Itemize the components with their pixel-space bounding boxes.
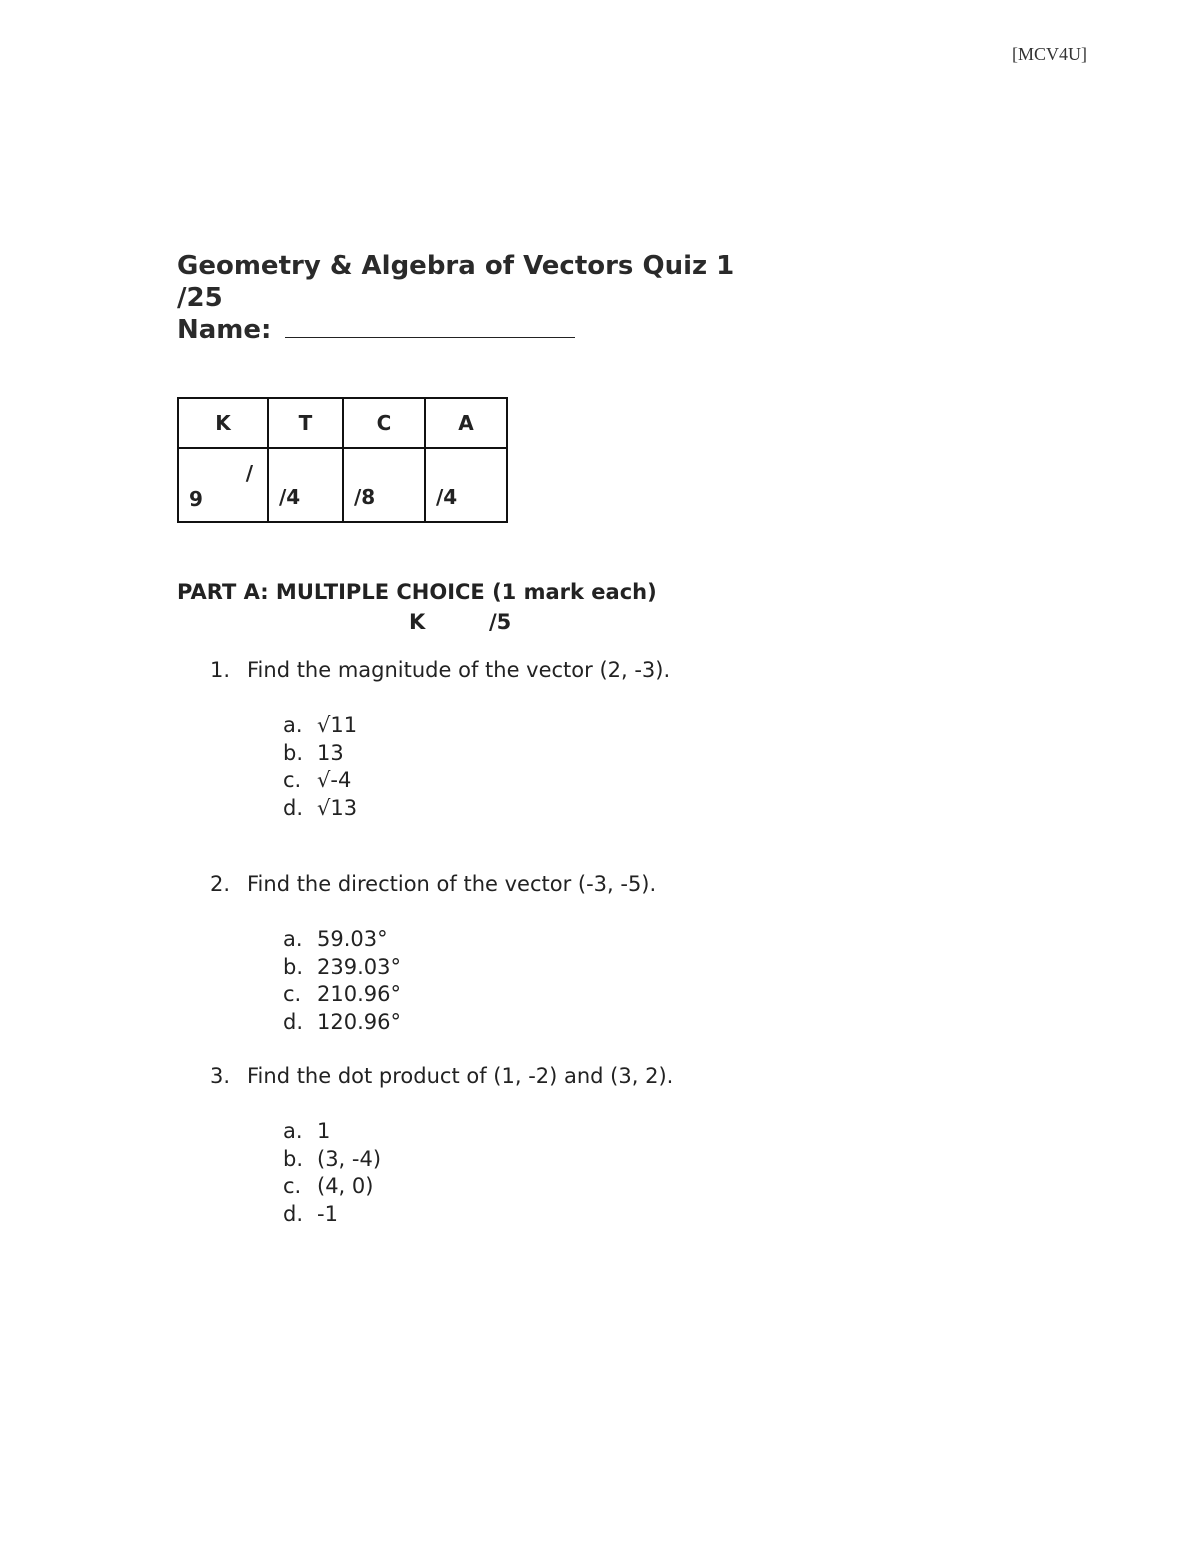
choice-letter: c. — [283, 982, 302, 1006]
choice-letter: a. — [283, 713, 303, 737]
choice-letter: c. — [283, 768, 302, 792]
question-1-choices — [283, 712, 357, 822]
course-code: [MCV4U] — [1012, 44, 1087, 64]
part-a-category: K — [409, 610, 426, 634]
score-value-a-max: /4 — [436, 485, 458, 509]
name-label: Name: — [177, 315, 272, 345]
choice-letter: a. — [283, 1119, 303, 1143]
score-value-a — [425, 448, 507, 522]
question-2 — [210, 872, 656, 896]
part-a-max: /5 — [489, 610, 512, 634]
choice-3a[interactable] — [283, 1118, 381, 1146]
choice-letter: d. — [283, 1009, 304, 1034]
choice-text: 13 — [317, 740, 344, 765]
score-value-t — [268, 448, 343, 522]
quiz-title: Geometry & Algebra of Vectors Quiz 1 — [177, 251, 735, 281]
choice-2d[interactable] — [283, 1009, 401, 1037]
choice-letter: d. — [283, 795, 304, 820]
choice-text: (3, -4) — [317, 1146, 382, 1171]
choice-letter: a. — [283, 927, 303, 951]
choice-text: 210.96° — [317, 982, 401, 1006]
choice-letter: b. — [283, 954, 304, 979]
score-value-k-max: 9 — [189, 487, 203, 511]
choice-text: 1 — [317, 1119, 331, 1143]
question-number: 2. — [210, 872, 231, 896]
score-value-c-max: /8 — [354, 485, 376, 509]
choice-letter: b. — [283, 1146, 304, 1171]
choice-1b[interactable] — [283, 740, 357, 768]
score-table-header-row — [178, 398, 507, 448]
question-text: Find the dot product of (1, -2) and (3, 2). — [247, 1064, 674, 1088]
question-3-choices — [283, 1118, 381, 1228]
choice-text: √11 — [317, 713, 358, 737]
score-header-t: T — [268, 398, 343, 448]
score-value-t-max: /4 — [279, 485, 301, 509]
part-a-heading: PART A: MULTIPLE CHOICE (1 mark each) — [177, 580, 657, 604]
score-header-k: K — [178, 398, 268, 448]
quiz-total-marks: /25 — [177, 283, 223, 313]
choice-letter: d. — [283, 1201, 304, 1226]
quiz-title-block — [177, 250, 734, 346]
choice-1a[interactable] — [283, 712, 357, 740]
choice-text: 120.96° — [317, 1009, 401, 1034]
choice-3d[interactable] — [283, 1201, 381, 1229]
score-value-k — [178, 448, 268, 522]
choice-2c[interactable] — [283, 981, 401, 1009]
question-number: 1. — [210, 658, 231, 682]
question-2-choices — [283, 926, 401, 1036]
score-value-c — [343, 448, 425, 522]
choice-1c[interactable] — [283, 767, 357, 795]
question-text: Find the magnitude of the vector (2, -3). — [247, 658, 671, 682]
question-number: 3. — [210, 1064, 231, 1088]
score-table — [177, 397, 508, 523]
question-1 — [210, 658, 670, 682]
score-table-value-row — [178, 448, 507, 522]
choice-letter: c. — [283, 1174, 302, 1198]
choice-text: 239.03° — [317, 954, 401, 979]
score-header-c: C — [343, 398, 425, 448]
choice-text: √13 — [317, 795, 358, 820]
choice-text: √-4 — [317, 768, 352, 792]
name-row — [177, 314, 734, 346]
choice-letter: b. — [283, 740, 304, 765]
choice-1d[interactable] — [283, 795, 357, 823]
name-blank-line[interactable] — [285, 317, 575, 338]
score-value-k-slash: / — [245, 461, 253, 485]
choice-text: (4, 0) — [317, 1174, 374, 1198]
choice-2a[interactable] — [283, 926, 401, 954]
choice-3b[interactable] — [283, 1146, 381, 1174]
choice-text: 59.03° — [317, 927, 388, 951]
score-header-a: A — [425, 398, 507, 448]
question-text: Find the direction of the vector (-3, -5). — [247, 872, 657, 896]
choice-2b[interactable] — [283, 954, 401, 982]
question-3 — [210, 1064, 673, 1088]
choice-3c[interactable] — [283, 1173, 381, 1201]
choice-text: -1 — [317, 1201, 338, 1226]
